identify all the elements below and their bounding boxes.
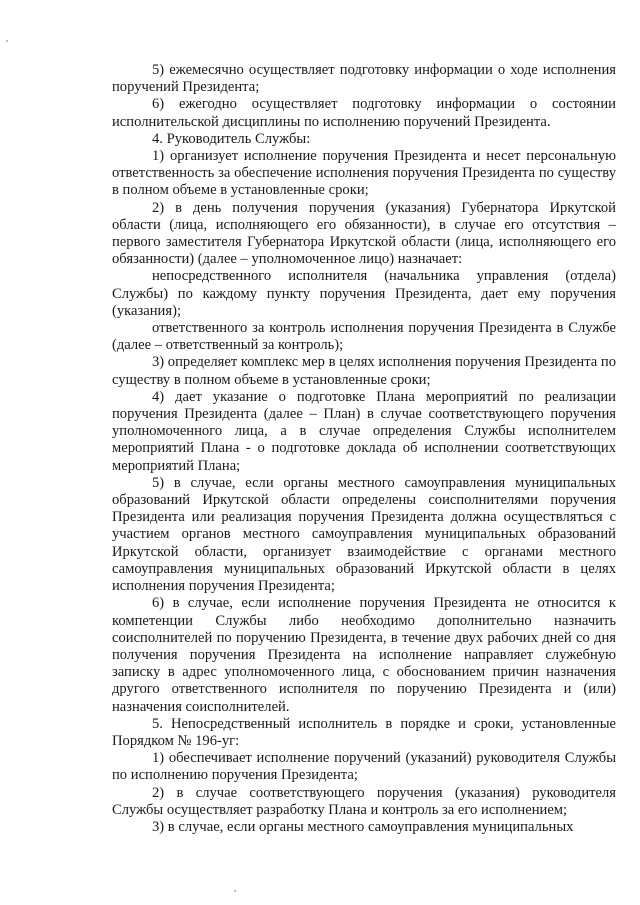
paragraph-item-5: 5) ежемесячно осуществляет подготовку информации о ходе исполнения поручений Президента; — [112, 62, 616, 96]
section-heading-4: 4. Руководитель Службы: — [152, 130, 311, 147]
paragraph-executor: непосредственного исполнителя (начальника управления (отдела) Службы) по каждому пункту поручения Президента, дает ему поручения (указания); — [112, 268, 616, 319]
scan-speck — [6, 40, 8, 42]
paragraph-4-2: 2) в день получения поручения (указания) Губернатора Иркутской области (лица, исполняющего его обязанности), в случае его отсутствия – первого заместителя Губернатора Иркутской области (лица, исполняющего его обязанности) (далее – уполномоченное лицо) назначает: — [112, 199, 616, 268]
paragraph-5-1: 1) обеспечивает исполнение поручений (указаний) руководителя Службы по исполнению поручения Президента; — [112, 750, 616, 784]
paragraph-4-6: 6) в случае, если исполнение поручения Президента не относится к компетенции Службы либо необходимо дополнительно назначить соисполнителей по поручению Президента, в течение двух рабочих дней со дня получения поручения Президента на исполнение направляет служебную записку в адрес уполномоченного лица, с обоснованием причин назначения другого ответственного исполнителя по поручению Президента и (или) назначения соисполнителей. — [112, 595, 616, 715]
paragraph-controller: ответственного за контроль исполнения поручения Президента в Службе (далее – ответственный за контроль); — [112, 320, 616, 354]
paragraph-4-5: 5) в случае, если органы местного самоуправления муниципальных образований Иркутской области определены соисполнителями поручения Президента или реализация поручения Президента должна осуществляться с участием органов местного самоуправления муниципальных образований Иркутской области, организует взаимодействие с органами местного самоуправления муниципальных образований Иркутской области в целях исполнения поручения Президента; — [112, 474, 616, 595]
paragraph-item-6: 6) ежегодно осуществляет подготовку информации о состоянии исполнительской дисциплины по исполнению поручений Президента. — [112, 96, 616, 130]
paragraph-4-3: 3) определяет комплекс мер в целях исполнения поручения Президента по существу в полном объеме в установленные сроки; — [112, 354, 616, 388]
paragraph-4-1: 1) организует исполнение поручения Президента и несет персональную ответственность за обеспечение исполнения поручения Президента по существу в полном объеме в установленные сроки; — [112, 148, 616, 199]
scan-speck — [234, 890, 236, 892]
paragraph-4-4: 4) дает указание о подготовке Плана мероприятий по реализации поручения Президента (далее – План) в случае соответствующего поручения уполномоченного лица, а в случае определения Службы исполнителем мероприятий Плана - о подготовке доклада об исполнении соответствующих мероприятий Плана; — [112, 388, 616, 474]
section-heading-5: 5. Непосредственный исполнитель в порядке и сроки, установленные Порядком № 196-уг: — [112, 715, 616, 749]
paragraph-5-2: 2) в случае соответствующего поручения (указания) руководителя Службы осуществляет разработку Плана и контроль за его исполнением; — [112, 784, 616, 818]
document-body — [112, 62, 616, 836]
paragraph-5-3: 3) в случае, если органы местного самоуправления муниципальных — [152, 818, 574, 835]
